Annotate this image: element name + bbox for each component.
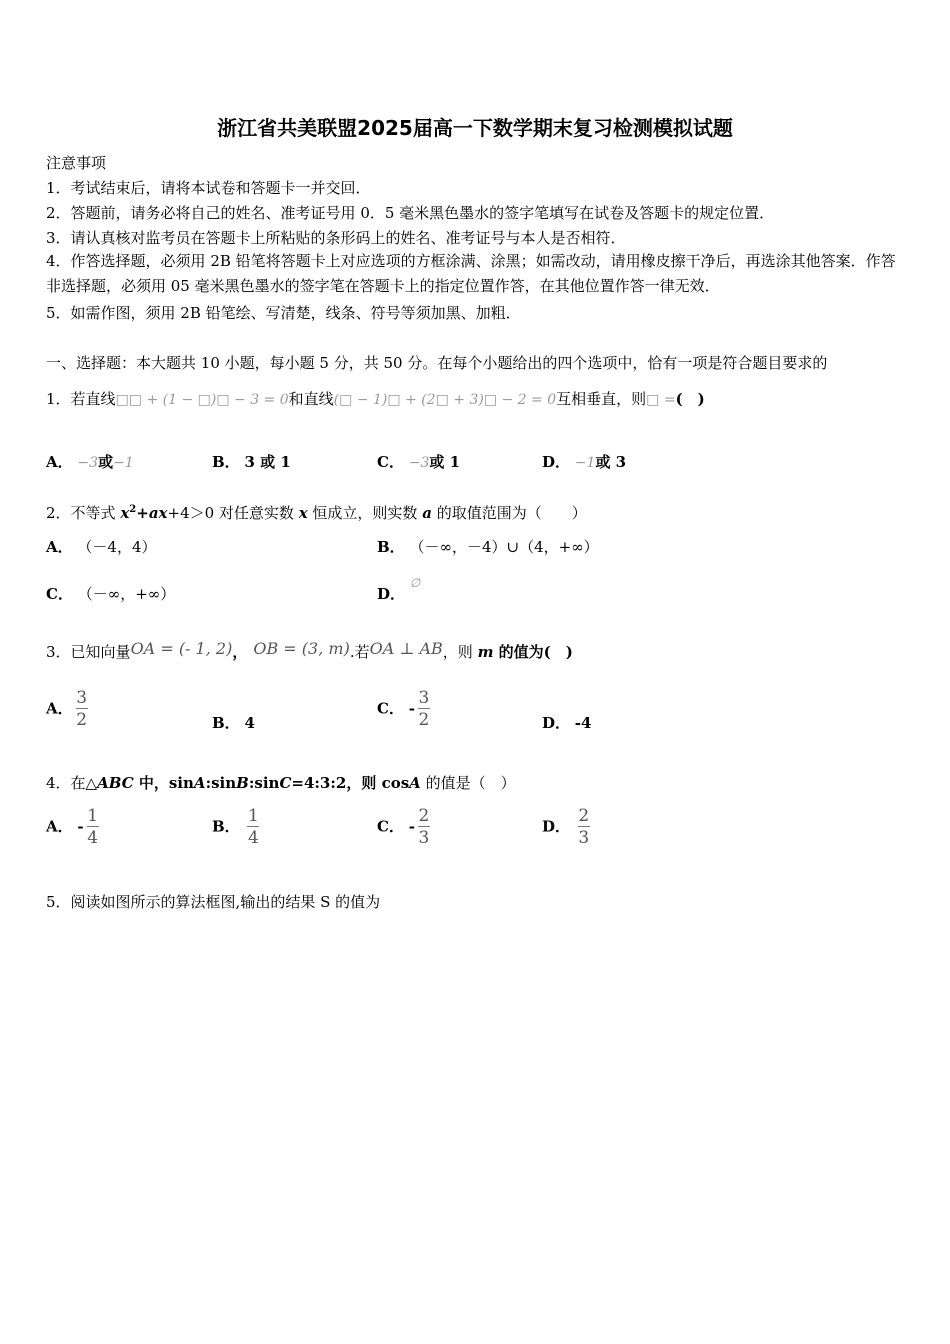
option-b: B． （－∞，－4）∪（4，+∞） bbox=[377, 538, 599, 556]
option-a: A． −3或−1 bbox=[46, 453, 134, 471]
question-number: 4． bbox=[46, 774, 71, 792]
option-d: D． −1或 3 bbox=[542, 453, 627, 471]
notice-heading: 注意事项 bbox=[46, 154, 107, 172]
question-4: 4．在△ABC 中，sinA:sinB:sinC=4:3:2，则 cosA 的值是（ ） bbox=[46, 774, 516, 792]
option-c: C． - $\frac{3}{2}$ bbox=[377, 688, 430, 730]
option-b: B． 3 或 1 bbox=[212, 453, 291, 471]
option-a: A． （－4，4） bbox=[46, 538, 157, 556]
empty-set-symbol: ∅ bbox=[409, 576, 421, 590]
question-5: 5．阅读如图所示的算法框图,输出的结果 S 的值为 bbox=[46, 893, 381, 911]
option-c: C． −3或 1 bbox=[377, 453, 461, 471]
section-heading: 一、选择题：本大题共 10 小题，每小题 5 分，共 50 分。在每个小题给出的四个选项中，恰有一项是符合题目要求的 bbox=[46, 354, 828, 372]
question-number: 2． bbox=[46, 504, 71, 522]
option-d: D． -4 bbox=[542, 714, 592, 732]
math-formula: OA ⊥ AB bbox=[369, 639, 443, 658]
question-number: 1． bbox=[46, 390, 71, 408]
option-a: A． - $\frac{1}{4}$ bbox=[46, 806, 99, 848]
math-formula: OA = (- 1, 2) bbox=[130, 639, 233, 658]
option-a: A． $\frac{3}{2}$ bbox=[46, 688, 88, 730]
page-title: 浙江省共美联盟2025届高一下数学期末复习检测模拟试题 bbox=[217, 116, 733, 140]
option-d: D． ∅ bbox=[377, 576, 421, 603]
notice-item-2: 2．答题前，请务必将自己的姓名、准考证号用 0．5 毫米黑色墨水的签字笔填写在试卷及答题卡的规定位置． bbox=[46, 204, 775, 222]
option-c: C． （－∞，+∞） bbox=[46, 585, 176, 603]
notice-item-1: 1．考试结束后，请将本试卷和答题卡一并交回． bbox=[46, 179, 371, 197]
question-3: 3．已知向量OA = (- 1, 2)， OB = (3, m).若OA ⊥ AB，则 m 的值为( ) bbox=[46, 639, 573, 661]
question-1: 1．若直线□□ + (1 − □)□ − 3 = 0和直线(□ − 1)□ + (2□ + 3)□ − 2 = 0互相垂直，则□ =( ) bbox=[46, 390, 705, 408]
math-formula: □□ + (1 − □)□ − 3 = 0 bbox=[115, 392, 289, 408]
option-c: C． - $\frac{2}{3}$ bbox=[377, 806, 430, 848]
question-2: 2．不等式 $x^2+ax+4>0$ 对任意实数 x 恒成立，则实数 a 的取值范围为（ ） bbox=[46, 504, 587, 522]
math-formula: □ = bbox=[646, 392, 676, 408]
option-d: D． $\frac{2}{3}$ bbox=[542, 806, 590, 848]
math-formula: OB = (3, m) bbox=[253, 639, 350, 658]
math-formula: (□ − 1)□ + (2□ + 3)□ − 2 = 0 bbox=[333, 392, 557, 408]
question-number: 5． bbox=[46, 893, 71, 911]
question-number: 3． bbox=[46, 643, 71, 661]
option-b: B． 4 bbox=[212, 714, 255, 732]
notice-item-5: 5．如需作图，须用 2B 铅笔绘、写清楚，线条、符号等须加黑、加粗． bbox=[46, 304, 521, 322]
option-b: B． $\frac{1}{4}$ bbox=[212, 806, 259, 848]
notice-item-4: 4．作答选择题，必须用 2B 铅笔将答题卡上对应选项的方框涂满、涂黑；如需改动，请用橡皮擦干净后，再选涂其他答案．作答非选择题，必须用 05 毫米黑色墨水的签字笔在答题卡上的指定位置作答，在其他位置作答一律无效． bbox=[46, 252, 896, 295]
notice-item-3: 3．请认真核对监考员在答题卡上所粘贴的条形码上的姓名、准考证号与本人是否相符． bbox=[46, 229, 626, 247]
